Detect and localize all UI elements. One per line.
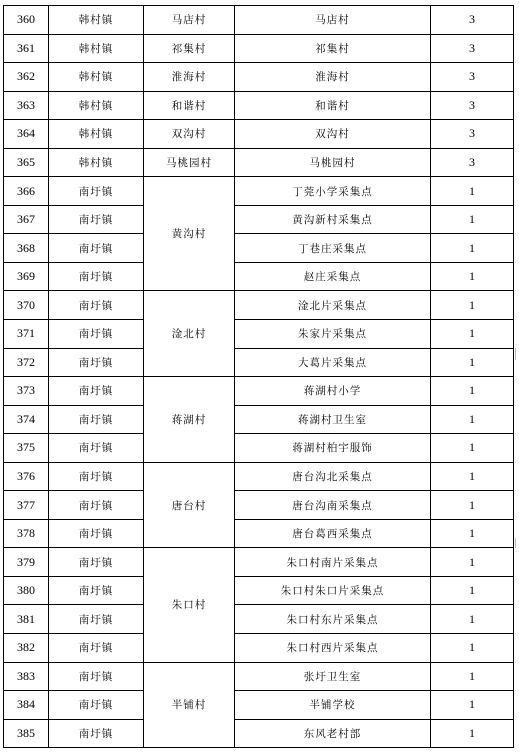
count-cell: 3: [431, 148, 514, 177]
count-cell: 1: [431, 634, 514, 663]
row-number-cell: 371: [4, 320, 49, 349]
site-cell: 大葛片采集点: [235, 348, 431, 377]
count-cell: 1: [431, 491, 514, 520]
town-cell: 南圩镇: [49, 519, 144, 548]
count-cell: 1: [431, 177, 514, 206]
row-number-cell: 370: [4, 291, 49, 320]
table-row: [4, 63, 514, 92]
count-cell: 3: [431, 63, 514, 92]
table-row: [4, 491, 514, 520]
count-cell: 1: [431, 576, 514, 605]
town-cell: 南圩镇: [49, 548, 144, 577]
village-cell: 和谐村: [144, 91, 235, 120]
count-cell: 1: [431, 205, 514, 234]
table-row: [4, 234, 514, 263]
table-row: [4, 377, 514, 406]
row-number-cell: 376: [4, 462, 49, 491]
village-cell: 双沟村: [144, 120, 235, 149]
town-cell: 韩村镇: [49, 91, 144, 120]
row-number-cell: 360: [4, 6, 49, 35]
site-cell: 双沟村: [235, 120, 431, 149]
scan-edge-mark: [515, 538, 516, 548]
site-cell: 赵庄采集点: [235, 262, 431, 291]
row-number-cell: 365: [4, 148, 49, 177]
village-cell: 马桃园村: [144, 148, 235, 177]
village-cell: 黄沟村: [144, 177, 235, 291]
row-number-cell: 377: [4, 491, 49, 520]
site-cell: 丁莞小学采集点: [235, 177, 431, 206]
site-cell: 唐台葛西采集点: [235, 519, 431, 548]
site-cell: 唐台沟南采集点: [235, 491, 431, 520]
table-row: [4, 291, 514, 320]
village-cell: 淮海村: [144, 63, 235, 92]
row-number-cell: 362: [4, 63, 49, 92]
town-cell: 南圩镇: [49, 348, 144, 377]
town-cell: 南圩镇: [49, 434, 144, 463]
row-number-cell: 372: [4, 348, 49, 377]
town-cell: 南圩镇: [49, 177, 144, 206]
town-cell: 韩村镇: [49, 34, 144, 63]
site-cell: 半铺学校: [235, 691, 431, 720]
count-cell: 1: [431, 519, 514, 548]
site-cell: 马桃园村: [235, 148, 431, 177]
site-cell: 朱口村朱口片采集点: [235, 576, 431, 605]
table-row: [4, 177, 514, 206]
count-cell: 1: [431, 691, 514, 720]
table-row: [4, 634, 514, 663]
row-number-cell: 383: [4, 662, 49, 691]
town-cell: 南圩镇: [49, 691, 144, 720]
row-number-cell: 363: [4, 91, 49, 120]
count-cell: 1: [431, 434, 514, 463]
table-row: [4, 320, 514, 349]
site-cell: 马店村: [235, 6, 431, 35]
row-number-cell: 382: [4, 634, 49, 663]
row-number-cell: 380: [4, 576, 49, 605]
row-number-cell: 361: [4, 34, 49, 63]
table-row: [4, 576, 514, 605]
site-cell: 唐台沟北采集点: [235, 462, 431, 491]
town-cell: 韩村镇: [49, 63, 144, 92]
table-row: [4, 120, 514, 149]
table-row: [4, 662, 514, 691]
town-cell: 南圩镇: [49, 320, 144, 349]
scan-edge-mark: [515, 348, 516, 360]
village-cell: 朱口村: [144, 548, 235, 662]
row-number-cell: 379: [4, 548, 49, 577]
count-cell: 1: [431, 262, 514, 291]
site-cell: 朱家片采集点: [235, 320, 431, 349]
count-cell: 1: [431, 605, 514, 634]
town-cell: 南圩镇: [49, 291, 144, 320]
town-cell: 南圩镇: [49, 634, 144, 663]
site-cell: 和谐村: [235, 91, 431, 120]
count-cell: 1: [431, 662, 514, 691]
row-number-cell: 369: [4, 262, 49, 291]
town-cell: 韩村镇: [49, 148, 144, 177]
table-row: [4, 148, 514, 177]
count-cell: 1: [431, 320, 514, 349]
count-cell: 3: [431, 120, 514, 149]
site-cell: 朱口村西片采集点: [235, 634, 431, 663]
town-cell: 南圩镇: [49, 377, 144, 406]
table-row: [4, 462, 514, 491]
town-cell: 南圩镇: [49, 462, 144, 491]
town-cell: 南圩镇: [49, 576, 144, 605]
village-cell: 蒋湖村: [144, 377, 235, 463]
row-number-cell: 375: [4, 434, 49, 463]
site-cell: 丁巷庄采集点: [235, 234, 431, 263]
town-cell: 南圩镇: [49, 205, 144, 234]
table-row: [4, 205, 514, 234]
village-cell: 祁集村: [144, 34, 235, 63]
row-number-cell: 367: [4, 205, 49, 234]
data-table: [3, 5, 514, 748]
site-cell: 黄沟新村采集点: [235, 205, 431, 234]
town-cell: 南圩镇: [49, 405, 144, 434]
table-row: [4, 434, 514, 463]
site-cell: 朱口村南片采集点: [235, 548, 431, 577]
count-cell: 1: [431, 377, 514, 406]
table-row: [4, 348, 514, 377]
row-number-cell: 366: [4, 177, 49, 206]
row-number-cell: 385: [4, 719, 49, 748]
count-cell: 3: [431, 34, 514, 63]
table-body: [4, 6, 514, 748]
table-row: [4, 605, 514, 634]
town-cell: 南圩镇: [49, 234, 144, 263]
count-cell: 1: [431, 548, 514, 577]
count-cell: 3: [431, 6, 514, 35]
town-cell: 南圩镇: [49, 662, 144, 691]
village-cell: 淦北村: [144, 291, 235, 377]
row-number-cell: 381: [4, 605, 49, 634]
town-cell: 南圩镇: [49, 491, 144, 520]
village-cell: 半铺村: [144, 662, 235, 748]
row-number-cell: 373: [4, 377, 49, 406]
row-number-cell: 364: [4, 120, 49, 149]
table-row: [4, 405, 514, 434]
table-row: [4, 262, 514, 291]
site-cell: 淮海村: [235, 63, 431, 92]
count-cell: 1: [431, 348, 514, 377]
site-cell: 蒋湖村小学: [235, 377, 431, 406]
table-row: [4, 34, 514, 63]
town-cell: 韩村镇: [49, 120, 144, 149]
table-row: [4, 519, 514, 548]
table-row: [4, 548, 514, 577]
site-cell: 张圩卫生室: [235, 662, 431, 691]
row-number-cell: 374: [4, 405, 49, 434]
count-cell: 1: [431, 291, 514, 320]
row-number-cell: 378: [4, 519, 49, 548]
town-cell: 南圩镇: [49, 605, 144, 634]
site-cell: 东风老村部: [235, 719, 431, 748]
town-cell: 韩村镇: [49, 6, 144, 35]
village-cell: 唐台村: [144, 462, 235, 548]
table-row: [4, 719, 514, 748]
site-cell: 蒋湖村卫生室: [235, 405, 431, 434]
count-cell: 1: [431, 405, 514, 434]
row-number-cell: 384: [4, 691, 49, 720]
count-cell: 1: [431, 234, 514, 263]
count-cell: 1: [431, 462, 514, 491]
table-row: [4, 691, 514, 720]
count-cell: 3: [431, 91, 514, 120]
site-cell: 蒋湖村柏宇服饰: [235, 434, 431, 463]
site-cell: 朱口村东片采集点: [235, 605, 431, 634]
table-row: [4, 6, 514, 35]
site-cell: 祁集村: [235, 34, 431, 63]
count-cell: 1: [431, 719, 514, 748]
table-row: [4, 91, 514, 120]
town-cell: 南圩镇: [49, 262, 144, 291]
town-cell: 南圩镇: [49, 719, 144, 748]
site-cell: 淦北片采集点: [235, 291, 431, 320]
village-cell: 马店村: [144, 6, 235, 35]
row-number-cell: 368: [4, 234, 49, 263]
